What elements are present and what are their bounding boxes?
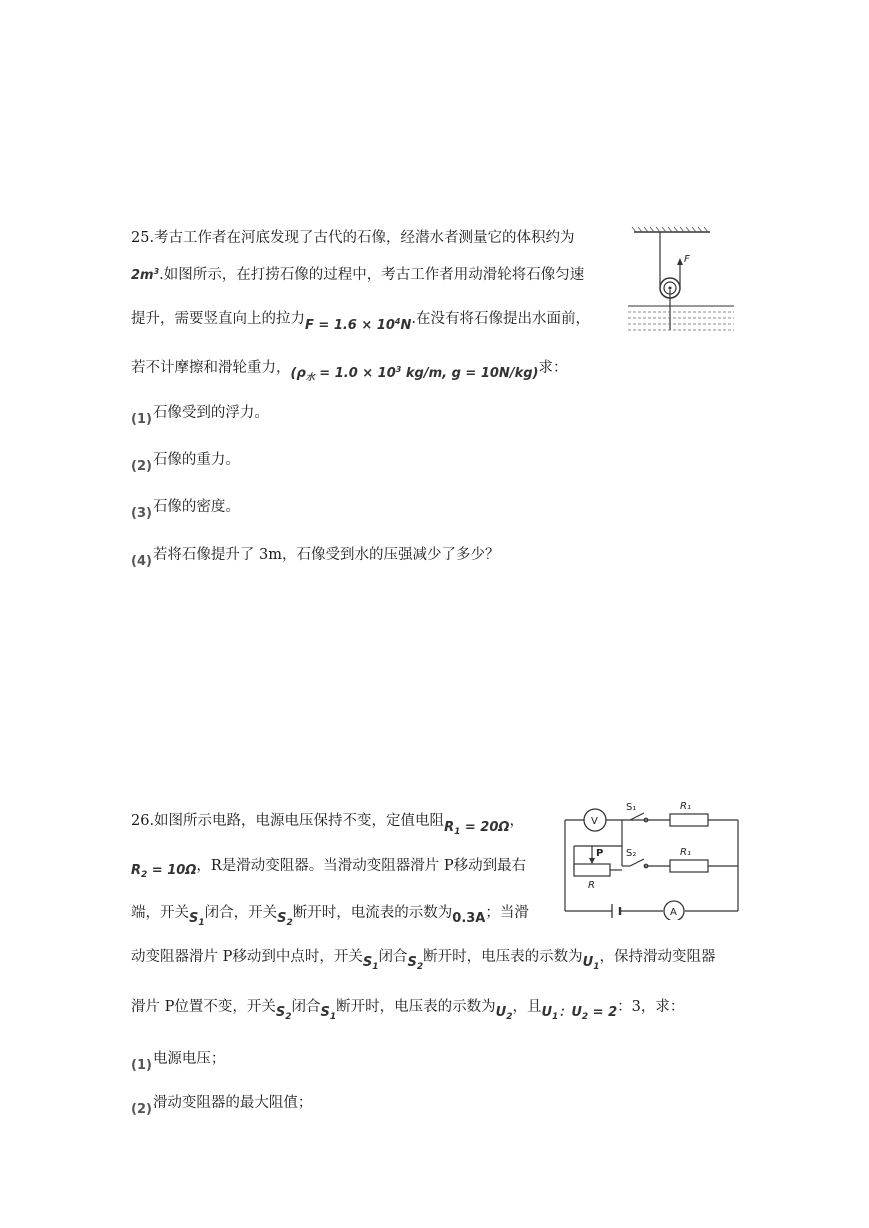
q26-line-3: [131, 903, 529, 928]
slider-p-label: P: [596, 848, 604, 859]
q26-text: 断开时，电压表的示数为: [336, 999, 496, 1015]
q26-line-5: [131, 997, 684, 1022]
q25-part-1: [131, 403, 269, 427]
s2-symbol: $S_2$: [275, 1005, 292, 1022]
q26-text: ，R是滑动变阻器。当滑动变阻器滑片 P移动到最右: [196, 858, 527, 874]
s2-label: S₂: [626, 848, 637, 859]
q25-line-4: [131, 355, 567, 383]
q26-part-1: [131, 1049, 226, 1073]
part-number: (1): [131, 1058, 152, 1073]
constants-value: ($\rho_水 = 1.0 \times 10^3$ kg/m, g = 10N/kg): [290, 365, 539, 383]
part-number: (4): [131, 554, 152, 569]
q25-text: 求：: [538, 360, 568, 376]
circuit-figure: [560, 798, 744, 920]
rheostat-r-label: R: [588, 880, 595, 891]
q26-text: ，: [509, 813, 524, 829]
q25-part-2: [131, 450, 240, 474]
part-number: (3): [131, 506, 152, 521]
part-text: 石像受到的浮力。: [152, 405, 269, 421]
q25-line-3: [131, 306, 590, 333]
part-number: (2): [131, 459, 152, 474]
u1-symbol: $U_1$: [582, 955, 600, 972]
q26-text: 断开时，电流表的示数为: [292, 905, 453, 921]
u2-symbol: $U_2$: [495, 1005, 513, 1022]
voltmeter-label: V: [591, 816, 598, 827]
part-number: (2): [131, 1102, 152, 1117]
s1-label: S₁: [626, 802, 637, 813]
q26-text: 26.如图所示电路，电源电压保持不变，定值电阻: [131, 813, 445, 829]
r2-value: $R_2 = 10\Omega$: [131, 863, 197, 880]
s2-symbol: $S_2$: [277, 911, 293, 928]
part-text: 若将石像提升了 3m，石像受到水的压强减少了多少？: [152, 547, 500, 563]
q25-part-3: [131, 497, 240, 521]
q25-text: .在没有将石像提出水面前，: [411, 311, 590, 327]
force-label: F: [684, 254, 690, 265]
q26-text: ：3，求：: [617, 999, 685, 1015]
current-value: 0.3A: [452, 911, 486, 926]
q25-text: 25.考古工作者在河底发现了古代的石像，经潜水者测量它的体积约为: [131, 230, 575, 246]
part-text: 电源电压；: [152, 1051, 226, 1067]
q26-text: 闭合，开关: [204, 905, 278, 921]
q26-line-1: [131, 811, 524, 836]
q26-text: 闭合: [291, 999, 321, 1015]
q25-text: 提升，需要竖直向上的拉力: [131, 311, 305, 327]
part-number: (1): [131, 412, 152, 427]
q25-line-1: [131, 228, 575, 248]
s2-symbol: $S_2$: [407, 955, 424, 972]
part-text: 石像的密度。: [152, 499, 240, 515]
q26-line-4: [131, 947, 715, 972]
part-text: 石像的重力。: [152, 452, 240, 468]
q25-text: 若不计摩擦和滑轮重力，: [131, 360, 291, 376]
q26-text: 断开时，电压表的示数为: [423, 949, 583, 965]
q26-text: 滑片 P位置不变，开关: [131, 999, 276, 1015]
q26-text: ，保持滑动变阻器: [599, 949, 716, 965]
q25-text: .如图所示，在打捞石像的过程中，考古工作者用动滑轮将石像匀速: [159, 267, 585, 283]
r1-label: R₁: [680, 801, 691, 812]
q26-text: 动变阻器滑片 P移动到中点时，开关: [131, 949, 363, 965]
r1-value: $R_1 = 20\Omega$: [444, 820, 510, 837]
q26-text: ，且: [512, 999, 542, 1015]
force-value: $F = 1.6 \times 10^4N$: [305, 317, 412, 333]
r1b-label: R₁: [680, 847, 691, 858]
pulley-figure: [626, 226, 738, 336]
s1-symbol: $S_1$: [362, 955, 379, 972]
q26-text: 闭合: [378, 949, 408, 965]
q25-part-4: [131, 545, 500, 569]
q26-line-2: [131, 856, 526, 881]
part-text: 滑动变阻器的最大阻值；: [152, 1095, 313, 1111]
q26-text: 端，开关: [131, 905, 189, 921]
q26-text: ；当滑: [485, 905, 529, 921]
q26-part-2: [131, 1093, 313, 1117]
ammeter-label: A: [670, 907, 677, 918]
s1-symbol: $S_1$: [189, 911, 205, 928]
volume-value: $2m^3$: [131, 267, 160, 283]
q25-line-2: [131, 262, 584, 286]
s1-symbol: $S_1$: [320, 1005, 337, 1022]
ratio-expression: $U_1$：$U_2 = 2$: [541, 1005, 618, 1022]
